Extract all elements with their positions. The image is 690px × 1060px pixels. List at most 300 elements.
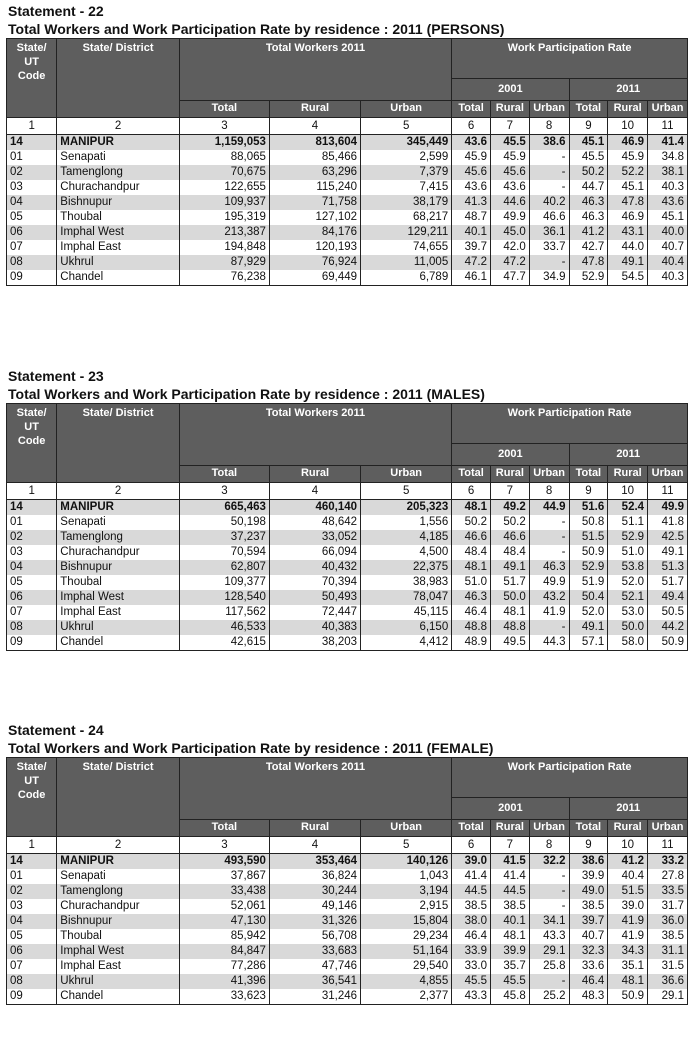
cell-value: 45.1	[569, 135, 608, 151]
cell-code: 04	[7, 560, 57, 575]
cell-value: 36,541	[269, 974, 360, 989]
cell-value: 41.4	[452, 869, 491, 884]
cell-value: 57.1	[569, 635, 608, 651]
cell-value: 194,848	[179, 240, 269, 255]
column-index: 9	[569, 118, 608, 135]
cell-value: 40.4	[608, 869, 648, 884]
cell-value: 34.1	[529, 914, 569, 929]
cell-value: 41.2	[608, 854, 648, 870]
cell-value: 34.3	[608, 944, 648, 959]
cell-value: 117,562	[179, 605, 269, 620]
header-sub: Rural	[269, 100, 360, 117]
cell-value: 33,623	[179, 989, 269, 1005]
cell-value: 44.3	[529, 635, 569, 651]
column-index: 1	[7, 118, 57, 135]
header-sub: Rural	[608, 819, 648, 836]
cell-value: 49.1	[569, 620, 608, 635]
cell-value: 29,540	[361, 959, 452, 974]
cell-value: 129,211	[361, 225, 452, 240]
header-sub: Urban	[648, 819, 688, 836]
cell-value: 78,047	[361, 590, 452, 605]
cell-value: 48.8	[452, 620, 491, 635]
header-wpr: Work Participation Rate	[452, 404, 688, 444]
column-index: 10	[608, 837, 648, 854]
table-row	[7, 195, 688, 210]
workers-table	[6, 757, 688, 1005]
cell-value: 56,708	[269, 929, 360, 944]
cell-value: 74,655	[361, 240, 452, 255]
header-sub: Total	[179, 465, 269, 482]
header-sub: Rural	[269, 465, 360, 482]
cell-district: MANIPUR	[57, 854, 180, 870]
cell-value: 66,094	[269, 545, 360, 560]
cell-value: 47,746	[269, 959, 360, 974]
cell-value: 68,217	[361, 210, 452, 225]
cell-value: 37,237	[179, 530, 269, 545]
cell-code: 07	[7, 605, 57, 620]
cell-value: 115,240	[269, 180, 360, 195]
cell-code: 09	[7, 635, 57, 651]
header-state-code: State/ UT Code	[7, 758, 57, 837]
cell-value: 30,244	[269, 884, 360, 899]
cell-value: 46.6	[452, 530, 491, 545]
cell-code: 02	[7, 884, 57, 899]
header-district: State/ District	[57, 39, 180, 118]
cell-value: 38.5	[490, 899, 529, 914]
cell-value: 71,758	[269, 195, 360, 210]
cell-value: 45.5	[490, 974, 529, 989]
column-index: 2	[57, 118, 180, 135]
cell-value: 39.7	[569, 914, 608, 929]
table-row	[7, 575, 688, 590]
cell-value: 11,005	[361, 255, 452, 270]
cell-code: 05	[7, 575, 57, 590]
cell-value: 72,447	[269, 605, 360, 620]
statement-22	[6, 2, 688, 286]
header-year-2001: 2001	[452, 798, 569, 820]
cell-value: 38.6	[569, 854, 608, 870]
cell-value: 51.0	[452, 575, 491, 590]
cell-code: 03	[7, 899, 57, 914]
cell-district: Tamenglong	[57, 530, 180, 545]
column-index: 1	[7, 837, 57, 854]
header-sub: Total	[452, 100, 491, 117]
cell-value: 4,185	[361, 530, 452, 545]
header-year-2011: 2011	[569, 798, 687, 820]
cell-value: 41.3	[452, 195, 491, 210]
cell-value: 42.5	[648, 530, 688, 545]
cell-value: 48.8	[490, 620, 529, 635]
cell-value: -	[529, 899, 569, 914]
cell-value: 46.1	[452, 270, 491, 286]
cell-code: 08	[7, 974, 57, 989]
cell-value: 50,493	[269, 590, 360, 605]
cell-value: 33,438	[179, 884, 269, 899]
cell-value: 70,675	[179, 165, 269, 180]
cell-value: 48.1	[452, 560, 491, 575]
table-row	[7, 989, 688, 1005]
cell-value: 44.5	[452, 884, 491, 899]
cell-value: 40.1	[452, 225, 491, 240]
cell-value: 45.5	[490, 135, 529, 151]
cell-value: 48.1	[490, 605, 529, 620]
cell-value: 46.3	[569, 195, 608, 210]
statement-title: Total Workers and Work Participation Rate by residence : 2011 (FEMALE)	[8, 740, 494, 756]
cell-value: 52.2	[608, 165, 648, 180]
cell-value: 50.9	[648, 635, 688, 651]
cell-code: 06	[7, 225, 57, 240]
cell-value: 41.9	[529, 605, 569, 620]
cell-district: Thoubal	[57, 210, 180, 225]
column-index: 8	[529, 118, 569, 135]
cell-value: 38.6	[529, 135, 569, 151]
column-index: 9	[569, 837, 608, 854]
cell-value: 49.4	[648, 590, 688, 605]
cell-code: 02	[7, 165, 57, 180]
header-sub: Total	[569, 819, 608, 836]
cell-value: 46.9	[608, 210, 648, 225]
cell-value: 49.1	[648, 545, 688, 560]
cell-value: 38,203	[269, 635, 360, 651]
column-index: 8	[529, 483, 569, 500]
cell-value: 127,102	[269, 210, 360, 225]
cell-value: 48.4	[452, 545, 491, 560]
column-index: 6	[452, 483, 491, 500]
column-index: 7	[490, 837, 529, 854]
cell-value: 45.5	[569, 150, 608, 165]
cell-value: 52.0	[569, 605, 608, 620]
cell-value: 43.3	[529, 929, 569, 944]
cell-value: 39.7	[452, 240, 491, 255]
header-sub: Rural	[490, 465, 529, 482]
header-sub: Rural	[490, 100, 529, 117]
cell-value: 47.2	[452, 255, 491, 270]
statement-title: Total Workers and Work Participation Rate by residence : 2011 (PERSONS)	[8, 21, 505, 37]
cell-value: 45.6	[452, 165, 491, 180]
cell-value: 813,604	[269, 135, 360, 151]
cell-value: 85,466	[269, 150, 360, 165]
header-sub: Urban	[648, 100, 688, 117]
cell-code: 08	[7, 620, 57, 635]
cell-value: 1,159,053	[179, 135, 269, 151]
cell-value: 58.0	[608, 635, 648, 651]
cell-value: 69,449	[269, 270, 360, 286]
cell-value: 33.0	[452, 959, 491, 974]
cell-value: 50,198	[179, 515, 269, 530]
cell-value: 493,590	[179, 854, 269, 870]
cell-value: 48,642	[269, 515, 360, 530]
cell-value: 6,150	[361, 620, 452, 635]
cell-value: 50.9	[608, 989, 648, 1005]
cell-value: 42,615	[179, 635, 269, 651]
cell-value: 63,296	[269, 165, 360, 180]
cell-district: Thoubal	[57, 929, 180, 944]
cell-value: 84,176	[269, 225, 360, 240]
cell-value: 1,556	[361, 515, 452, 530]
cell-value: 49.9	[529, 575, 569, 590]
header-sub: Rural	[490, 819, 529, 836]
cell-value: 50.9	[569, 545, 608, 560]
cell-value: 33.5	[648, 884, 688, 899]
cell-value: 52.9	[569, 560, 608, 575]
cell-value: 42.7	[569, 240, 608, 255]
cell-district: Bishnupur	[57, 560, 180, 575]
cell-value: 213,387	[179, 225, 269, 240]
cell-value: 25.8	[529, 959, 569, 974]
cell-value: 43.6	[490, 180, 529, 195]
cell-value: 52.1	[608, 590, 648, 605]
cell-district: Chandel	[57, 270, 180, 286]
cell-value: 38.5	[452, 899, 491, 914]
cell-value: 120,193	[269, 240, 360, 255]
cell-value: 46.4	[569, 974, 608, 989]
statement-24	[6, 721, 688, 1005]
cell-value: 128,540	[179, 590, 269, 605]
workers-table	[6, 38, 688, 286]
cell-value: 27.8	[648, 869, 688, 884]
cell-district: Bishnupur	[57, 195, 180, 210]
cell-value: 38.0	[452, 914, 491, 929]
cell-value: 51.1	[608, 515, 648, 530]
cell-value: 29,234	[361, 929, 452, 944]
cell-code: 02	[7, 530, 57, 545]
cell-value: 84,847	[179, 944, 269, 959]
table-row	[7, 210, 688, 225]
cell-district: Thoubal	[57, 575, 180, 590]
cell-district: Imphal West	[57, 225, 180, 240]
header-total-workers: Total Workers 2011	[179, 404, 451, 466]
column-index: 8	[529, 837, 569, 854]
cell-value: 40.7	[569, 929, 608, 944]
cell-value: 40.2	[529, 195, 569, 210]
cell-value: 42.0	[490, 240, 529, 255]
cell-value: 38.5	[569, 899, 608, 914]
cell-value: 76,238	[179, 270, 269, 286]
cell-value: 49.2	[490, 500, 529, 516]
cell-district: Churachandpur	[57, 899, 180, 914]
column-index: 3	[179, 837, 269, 854]
cell-value: 45.0	[490, 225, 529, 240]
cell-value: 34.9	[529, 270, 569, 286]
cell-value: 54.5	[608, 270, 648, 286]
cell-value: 2,915	[361, 899, 452, 914]
cell-value: 46.4	[452, 605, 491, 620]
cell-value: 49.9	[490, 210, 529, 225]
cell-value: 7,379	[361, 165, 452, 180]
header-year-2011: 2011	[569, 79, 687, 101]
cell-value: 32.3	[569, 944, 608, 959]
column-index: 5	[361, 837, 452, 854]
cell-value: 29.1	[648, 989, 688, 1005]
cell-district: Imphal West	[57, 944, 180, 959]
header-district: State/ District	[57, 758, 180, 837]
cell-value: -	[529, 530, 569, 545]
header-sub: Urban	[529, 819, 569, 836]
cell-value: -	[529, 180, 569, 195]
cell-value: 33,683	[269, 944, 360, 959]
cell-value: 4,855	[361, 974, 452, 989]
header-state-code: State/ UT Code	[7, 39, 57, 118]
cell-value: 40.0	[648, 225, 688, 240]
cell-district: Imphal East	[57, 959, 180, 974]
cell-value: 52.9	[569, 270, 608, 286]
cell-code: 03	[7, 545, 57, 560]
cell-value: 36.6	[648, 974, 688, 989]
cell-value: 40.4	[648, 255, 688, 270]
cell-value: 39.9	[569, 869, 608, 884]
cell-value: -	[529, 165, 569, 180]
cell-district: Senapati	[57, 150, 180, 165]
cell-value: 33,052	[269, 530, 360, 545]
cell-value: 44.2	[648, 620, 688, 635]
statement-title: Total Workers and Work Participation Rate by residence : 2011 (MALES)	[8, 386, 485, 402]
workers-table	[6, 403, 688, 651]
cell-value: 31.7	[648, 899, 688, 914]
header-sub: Total	[452, 465, 491, 482]
table-row	[7, 225, 688, 240]
cell-value: 46.6	[529, 210, 569, 225]
header-sub: Total	[179, 100, 269, 117]
table-row	[7, 620, 688, 635]
cell-value: 62,807	[179, 560, 269, 575]
cell-value: 88,065	[179, 150, 269, 165]
cell-value: 41.9	[608, 929, 648, 944]
cell-value: 43.2	[529, 590, 569, 605]
cell-value: -	[529, 255, 569, 270]
cell-value: 34.8	[648, 150, 688, 165]
header-sub: Total	[569, 100, 608, 117]
cell-value: 43.6	[452, 135, 491, 151]
column-index: 11	[648, 483, 688, 500]
cell-value: 29.1	[529, 944, 569, 959]
cell-code: 07	[7, 240, 57, 255]
cell-value: 36.0	[648, 914, 688, 929]
cell-value: 46.3	[569, 210, 608, 225]
cell-value: 47.7	[490, 270, 529, 286]
cell-value: 3,194	[361, 884, 452, 899]
cell-value: 85,942	[179, 929, 269, 944]
cell-value: 48.7	[452, 210, 491, 225]
cell-value: 41,396	[179, 974, 269, 989]
cell-district: Senapati	[57, 869, 180, 884]
cell-code: 09	[7, 270, 57, 286]
cell-district: Churachandpur	[57, 180, 180, 195]
column-index: 6	[452, 837, 491, 854]
column-index: 4	[269, 483, 360, 500]
cell-value: 40.7	[648, 240, 688, 255]
cell-value: 41.4	[490, 869, 529, 884]
cell-value: 39.9	[490, 944, 529, 959]
cell-value: 38,983	[361, 575, 452, 590]
cell-value: 35.1	[608, 959, 648, 974]
cell-value: 32.2	[529, 854, 569, 870]
cell-code: 09	[7, 989, 57, 1005]
header-sub: Urban	[361, 100, 452, 117]
cell-code: 01	[7, 150, 57, 165]
header-sub: Total	[179, 819, 269, 836]
cell-value: 109,937	[179, 195, 269, 210]
cell-value: 49.5	[490, 635, 529, 651]
cell-value: 52.0	[608, 575, 648, 590]
cell-value: 52.4	[608, 500, 648, 516]
column-index: 11	[648, 118, 688, 135]
cell-value: -	[529, 974, 569, 989]
cell-value: 46.6	[490, 530, 529, 545]
cell-value: 40,383	[269, 620, 360, 635]
header-district: State/ District	[57, 404, 180, 483]
statement-23	[6, 367, 688, 651]
cell-code: 03	[7, 180, 57, 195]
cell-district: Ukhrul	[57, 620, 180, 635]
cell-value: 44.5	[490, 884, 529, 899]
cell-value: 51.5	[608, 884, 648, 899]
cell-value: 45.8	[490, 989, 529, 1005]
table-row	[7, 255, 688, 270]
cell-value: 49.0	[569, 884, 608, 899]
cell-value: 41.9	[608, 914, 648, 929]
cell-district: MANIPUR	[57, 500, 180, 516]
table-row	[7, 270, 688, 286]
cell-value: 70,394	[269, 575, 360, 590]
cell-value: -	[529, 150, 569, 165]
cell-code: 01	[7, 515, 57, 530]
cell-district: MANIPUR	[57, 135, 180, 151]
header-sub: Total	[569, 465, 608, 482]
cell-value: 35.7	[490, 959, 529, 974]
cell-value: 36,824	[269, 869, 360, 884]
header-sub: Urban	[529, 465, 569, 482]
cell-value: 50.2	[452, 515, 491, 530]
cell-value: 48.1	[452, 500, 491, 516]
cell-value: 2,599	[361, 150, 452, 165]
table-row	[7, 590, 688, 605]
cell-value: 50.0	[490, 590, 529, 605]
cell-value: 40.3	[648, 180, 688, 195]
cell-code: 07	[7, 959, 57, 974]
cell-value: -	[529, 545, 569, 560]
column-index: 7	[490, 118, 529, 135]
cell-value: 7,415	[361, 180, 452, 195]
cell-code: 14	[7, 135, 57, 151]
cell-value: 41.8	[648, 515, 688, 530]
table-row	[7, 515, 688, 530]
cell-value: 37,867	[179, 869, 269, 884]
cell-value: 15,804	[361, 914, 452, 929]
cell-value: 87,929	[179, 255, 269, 270]
cell-value: 51.7	[648, 575, 688, 590]
cell-value: 53.8	[608, 560, 648, 575]
cell-value: 40.3	[648, 270, 688, 286]
cell-value: 6,789	[361, 270, 452, 286]
cell-value: 52.9	[608, 530, 648, 545]
table-row	[7, 869, 688, 884]
cell-value: 76,924	[269, 255, 360, 270]
column-index: 2	[57, 483, 180, 500]
cell-value: 51.3	[648, 560, 688, 575]
column-index: 7	[490, 483, 529, 500]
cell-value: 195,319	[179, 210, 269, 225]
cell-value: 49.1	[490, 560, 529, 575]
table-row	[7, 530, 688, 545]
cell-value: 70,594	[179, 545, 269, 560]
cell-code: 04	[7, 195, 57, 210]
column-index: 4	[269, 837, 360, 854]
cell-value: 4,412	[361, 635, 452, 651]
cell-value: 51,164	[361, 944, 452, 959]
cell-value: 43.1	[608, 225, 648, 240]
cell-value: 50.4	[569, 590, 608, 605]
cell-value: -	[529, 869, 569, 884]
